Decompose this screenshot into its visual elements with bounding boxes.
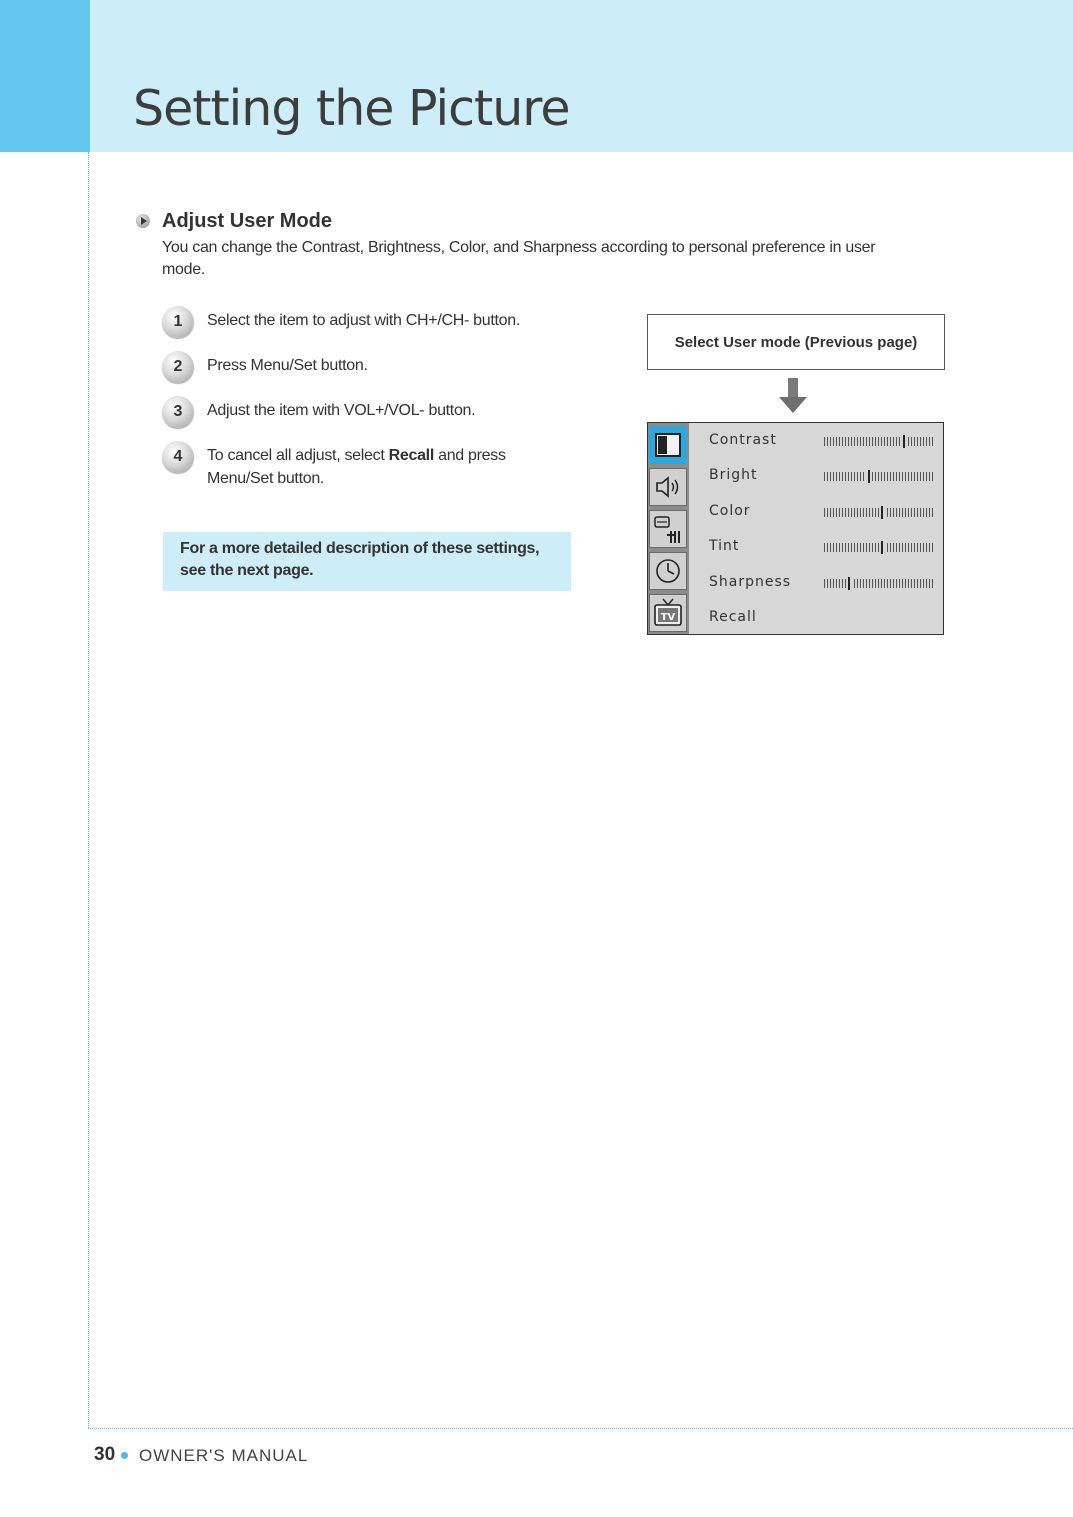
osd-item-label: Recall	[709, 609, 757, 625]
footer-label: OWNER'S MANUAL	[139, 1446, 309, 1465]
osd-item-label: Sharpness	[709, 574, 792, 590]
osd-item-tint[interactable]	[709, 536, 939, 556]
osd-item-label: Tint	[709, 538, 740, 554]
slider-marker[interactable]	[881, 541, 883, 554]
step-text: Adjust the item with VOL+/VOL- button.	[207, 402, 476, 419]
bullet-dot-icon	[121, 1452, 128, 1459]
step-text: Select the item to adjust with CH+/CH- button.	[207, 312, 521, 329]
tv-icon[interactable]	[649, 594, 687, 632]
osd-tab-bar	[648, 423, 689, 634]
page-title: Setting the Picture	[133, 80, 570, 137]
section-title: Adjust User Mode	[162, 210, 333, 232]
section-intro: You can change the Contrast, Brightness, Color, and Sharpness according to personal preference in user mode.	[162, 239, 876, 278]
page-number: 30	[94, 1444, 116, 1465]
step-text: To cancel all adjust, select Recall and press Menu/Set button.	[207, 447, 506, 487]
play-bullet-icon	[136, 214, 150, 228]
picture-icon[interactable]	[649, 426, 687, 464]
slider-marker[interactable]	[868, 470, 870, 483]
osd-item-label: Color	[709, 503, 751, 519]
osd-item-recall[interactable]	[709, 607, 939, 627]
margin-divider	[88, 152, 89, 1428]
osd-item-contrast[interactable]	[709, 430, 939, 450]
slider-marker[interactable]	[848, 577, 850, 590]
footer-divider	[88, 1428, 1073, 1429]
select-user-mode-box	[647, 314, 945, 370]
bright-slider[interactable]	[824, 472, 934, 481]
slider-marker[interactable]	[903, 435, 905, 448]
step-number-badge: 3	[162, 396, 194, 428]
sharpness-slider[interactable]	[824, 579, 934, 588]
step-number-badge: 2	[162, 351, 194, 383]
color-slider[interactable]	[824, 508, 934, 517]
osd-item-label: Contrast	[709, 432, 777, 448]
osd-picture-menu	[647, 422, 944, 635]
step-number-badge: 1	[162, 306, 194, 338]
step-text: Press Menu/Set button.	[207, 357, 368, 374]
clock-icon[interactable]	[649, 552, 687, 590]
down-arrow-icon	[779, 378, 807, 414]
note-box: For a more detailed description of these settings, see the next page.	[163, 532, 571, 591]
svg-text:TV: TV	[660, 612, 676, 623]
osd-item-color[interactable]	[709, 501, 939, 521]
osd-item-label: Bright	[709, 467, 758, 483]
recall-keyword: Recall	[388, 447, 434, 464]
step-number-badge: 4	[162, 441, 194, 473]
setup-icon[interactable]	[649, 510, 687, 548]
contrast-slider[interactable]	[824, 437, 934, 446]
osd-item-sharpness[interactable]	[709, 572, 939, 592]
slider-marker[interactable]	[881, 506, 883, 519]
header-accent-block	[0, 0, 90, 152]
select-user-mode-label: Select User mode (Previous page)	[674, 333, 918, 351]
sound-icon[interactable]	[649, 468, 687, 506]
osd-item-bright[interactable]	[709, 465, 939, 485]
tint-slider[interactable]	[824, 543, 934, 552]
